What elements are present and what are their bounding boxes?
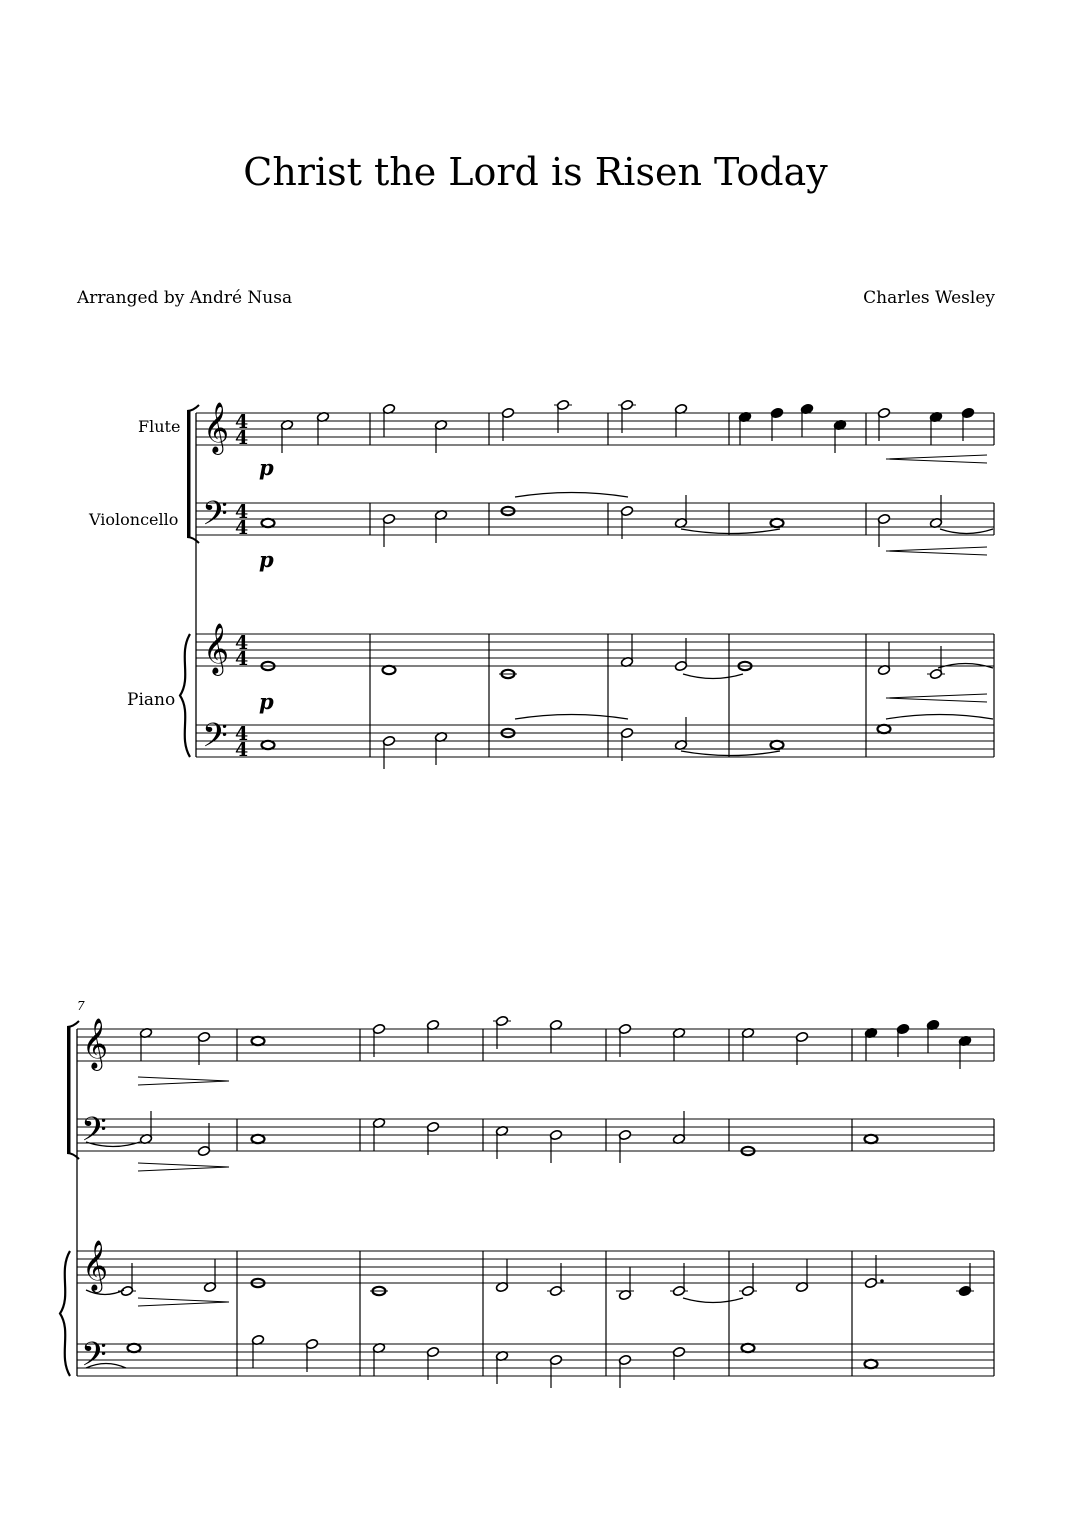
bracket-hook	[187, 537, 199, 543]
decrescendo-hairpin	[138, 1298, 229, 1306]
arranger-credit: Arranged by André Nusa	[77, 288, 293, 308]
whole-note	[128, 1344, 141, 1352]
dynamic-marking: p	[259, 455, 274, 480]
bass-clef: 𝄢	[81, 1111, 107, 1157]
bracket-hook	[67, 1021, 79, 1027]
whole-note	[252, 1037, 265, 1045]
cello-label: Violoncello	[89, 510, 179, 529]
whole-note	[262, 741, 275, 749]
tie	[515, 493, 628, 498]
treble-clef: 𝄞	[82, 1240, 109, 1291]
whole-note	[742, 1344, 755, 1352]
piano-brace	[60, 1251, 70, 1376]
whole-note	[383, 666, 396, 674]
composer-credit: Charles Wesley	[863, 288, 995, 308]
crescendo-hairpin	[886, 547, 987, 555]
tie	[683, 1298, 743, 1303]
system-1	[180, 399, 994, 769]
time-signature-denominator: 4	[235, 739, 249, 761]
measure-number: 7	[77, 999, 85, 1013]
treble-clef: 𝄞	[82, 1018, 109, 1069]
time-signature-denominator: 4	[235, 517, 249, 539]
decrescendo-hairpin	[138, 1163, 229, 1171]
bass-clef: 𝄢	[202, 717, 228, 763]
staff-bracket	[67, 1027, 71, 1153]
tie	[683, 674, 743, 679]
augmentation-dot	[880, 1279, 884, 1283]
tie	[886, 715, 993, 720]
time-signature-denominator: 4	[235, 648, 249, 670]
whole-note	[262, 519, 275, 527]
whole-note	[878, 725, 891, 733]
decrescendo-hairpin	[138, 1077, 229, 1085]
tie	[681, 529, 780, 534]
whole-note	[865, 1360, 878, 1368]
tie	[681, 751, 780, 756]
time-signature-numerator: 4	[235, 411, 249, 433]
bracket-hook	[187, 405, 199, 411]
tie	[515, 715, 628, 720]
tie	[940, 529, 993, 534]
treble-clef: 𝄞	[203, 623, 230, 674]
dynamic-marking: p	[259, 689, 274, 714]
whole-note	[771, 741, 784, 749]
crescendo-hairpin	[886, 455, 987, 463]
system-2	[60, 999, 994, 1388]
flute-label: Flute	[138, 417, 181, 436]
whole-note	[865, 1135, 878, 1143]
score-title: Christ the Lord is Risen Today	[243, 150, 828, 194]
time-signature-numerator: 4	[235, 632, 249, 654]
bass-clef: 𝄢	[202, 495, 228, 541]
whole-note	[771, 519, 784, 527]
whole-note	[252, 1135, 265, 1143]
bass-clef: 𝄢	[81, 1336, 107, 1382]
time-signature-numerator: 4	[235, 501, 249, 523]
piano-label: Piano	[127, 690, 176, 710]
time-signature-denominator: 4	[235, 427, 249, 449]
dynamic-marking: p	[259, 547, 274, 572]
piano-brace	[180, 634, 190, 757]
time-signature-numerator: 4	[235, 723, 249, 745]
treble-clef: 𝄞	[203, 402, 230, 453]
crescendo-hairpin	[886, 694, 987, 702]
staff-bracket	[187, 411, 191, 537]
